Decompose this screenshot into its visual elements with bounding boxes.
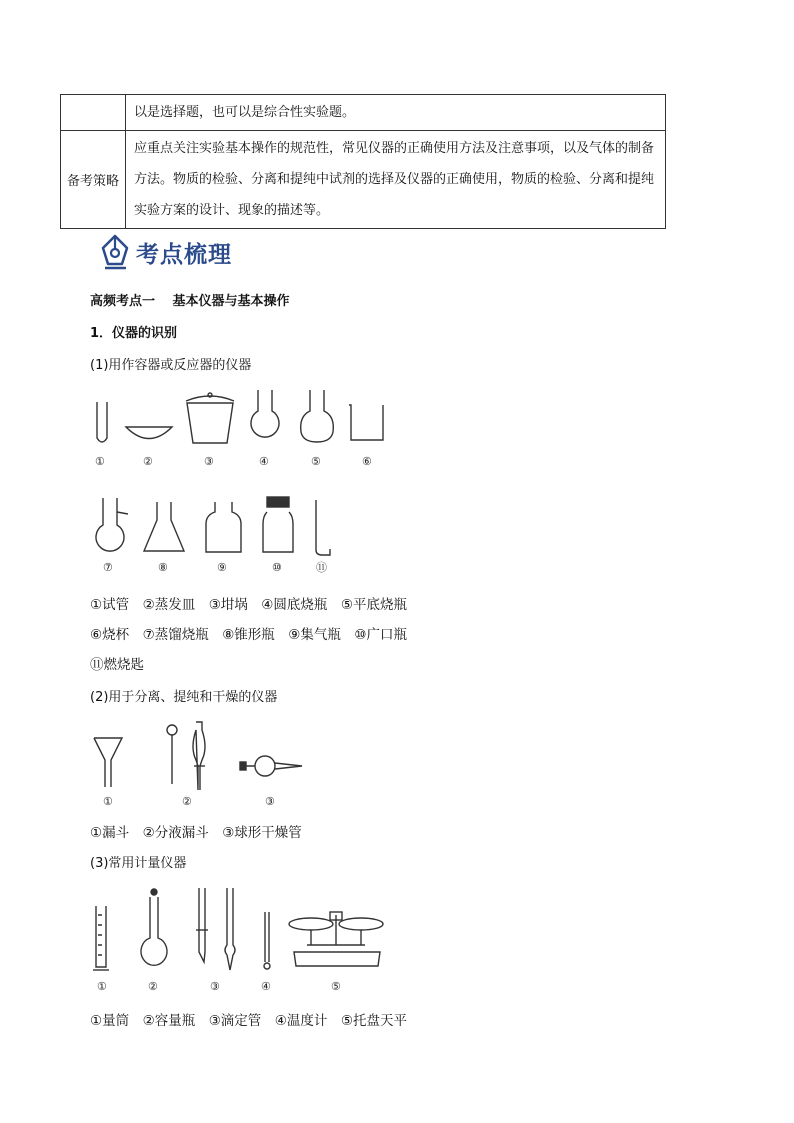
item-number: ① (95, 455, 105, 468)
item-number: ③ (265, 795, 275, 808)
group-heading: (1)用作容器或反应器的仪器 (90, 358, 252, 373)
item-number: ⑩ (272, 561, 282, 574)
subheading: 1．仪器的识别 (90, 326, 178, 341)
item-number: ⑤ (331, 980, 341, 993)
legend-line: ①试管 ②蒸发皿 ③坩埚 ④圆底烧瓶 ⑤平底烧瓶 (90, 597, 408, 613)
legend-line: ⑪燃烧匙 (90, 657, 144, 673)
item-number: ① (103, 795, 113, 808)
legend-line: ①漏斗 ②分液漏斗 ③球形干燥管 (90, 825, 302, 841)
table-cell-label: 备考策略 (61, 131, 126, 229)
item-number: ③ (204, 455, 214, 468)
legend-line: ①量筒 ②容量瓶 ③滴定管 ④温度计 ⑤托盘天平 (90, 1013, 408, 1029)
item-number: ① (97, 980, 107, 993)
item-number: ④ (261, 980, 271, 993)
table-cell-text: 以是选择题，也可以是综合性实验题。 (126, 95, 666, 131)
item-number: ② (143, 455, 153, 468)
item-number: ② (182, 795, 192, 808)
section-title: 考点梳理 (136, 241, 232, 268)
item-number: ⑪ (316, 561, 327, 574)
item-number: ⑦ (103, 561, 113, 574)
item-number: ⑤ (311, 455, 321, 468)
legend-line: ⑥烧杯 ⑦蒸馏烧瓶 ⑧锥形瓶 ⑨集气瓶 ⑩广口瓶 (90, 627, 408, 643)
group-heading: (2)用于分离、提纯和干燥的仪器 (90, 690, 278, 705)
item-number: ③ (210, 980, 220, 993)
table-cell-text: 应重点关注实验基本操作的规范性，常见仪器的正确使用方法及注意事项，以及气体的制备方法。物质的检验、分离和提纯中试剂的选择及仪器的正确使用，物质的检验、分离和提纯实验方案的设计、现象的描述等。 (126, 131, 666, 229)
item-number: ② (148, 980, 158, 993)
item-number: ⑧ (158, 561, 168, 574)
item-number: ⑥ (362, 455, 372, 468)
item-number: ④ (259, 455, 269, 468)
item-number: ⑨ (217, 561, 227, 574)
topic-heading: 高频考点一 基本仪器与基本操作 (90, 294, 290, 309)
group-heading: (3)常用计量仪器 (90, 856, 187, 871)
